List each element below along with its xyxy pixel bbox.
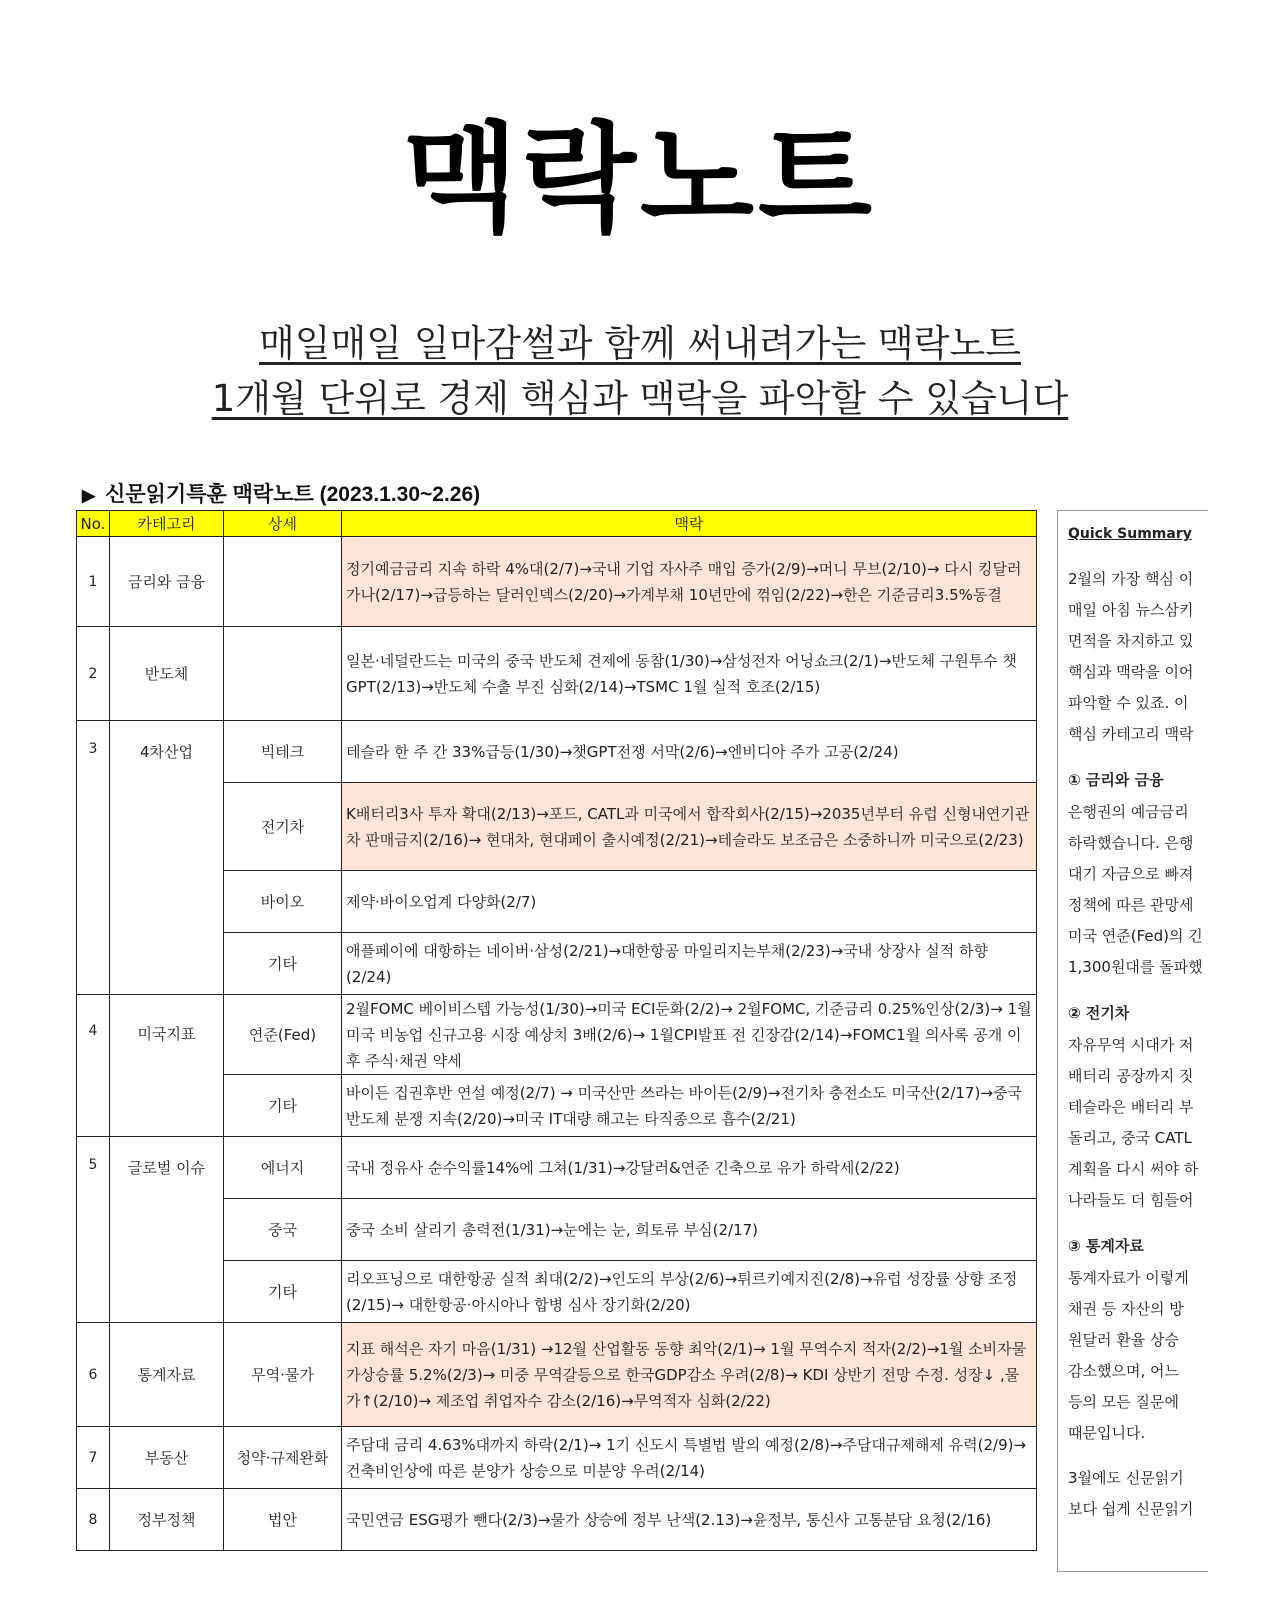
summary-line: 보다 쉽게 신문읽기 bbox=[1068, 1500, 1194, 1518]
row-detail: 연준(Fed) bbox=[224, 995, 342, 1075]
summary-line: 대기 자금으로 빠져 bbox=[1068, 865, 1194, 883]
table-row bbox=[77, 1323, 1037, 1427]
summary-line: 매일 아침 뉴스삼키 bbox=[1068, 601, 1194, 619]
row-category: 글로벌 이슈 bbox=[110, 1137, 224, 1323]
row-detail: 무역·물가 bbox=[224, 1323, 342, 1427]
page-title: 맥락노트 bbox=[404, 110, 876, 248]
row-detail: 빅테크 bbox=[224, 721, 342, 783]
summary-line: 돌리고, 중국 CATL bbox=[1068, 1129, 1192, 1147]
row-category: 반도체 bbox=[110, 627, 224, 721]
subtitle-line-1: 매일매일 일마감썰과 함께 써내려가는 맥락노트 bbox=[259, 322, 1021, 365]
row-context: 2월FOMC 베이비스텝 가능성(1/30)→미국 ECI둔화(2/2)→ 2월FOMC, 기준금리 0.25%인상(2/3)→ 1월 미국 비농업 신규고용 시장 예상치 3배(2/6)→ 1월CPI발표 전 긴장감(2/14)→FOMC1월 의사록 공개 이후 주식·채권 약세 bbox=[342, 995, 1037, 1075]
row-detail: 중국 bbox=[224, 1199, 342, 1261]
row-context: 국내 정유사 순수익률14%에 그쳐(1/31)→강달러&연준 긴축으로 유가 하락세(2/22) bbox=[342, 1137, 1037, 1199]
row-detail: 법안 bbox=[224, 1489, 342, 1551]
summary-line: 배터리 공장까지 짓 bbox=[1068, 1067, 1194, 1085]
section-heading-text: 신문읽기특훈 맥락노트 (2023.1.30~2.26) bbox=[105, 483, 481, 506]
summary-section-heading: ③ 통계자료 bbox=[1068, 1237, 1144, 1255]
summary-line: 정책에 따른 관망세 bbox=[1068, 896, 1194, 914]
summary-line: 면적을 차지하고 있 bbox=[1068, 632, 1194, 650]
row-context: 국민연금 ESG평가 뺀다(2/3)→물가 상승에 정부 난색(2.13)→윤정부, 통신사 고통분담 요청(2/16) bbox=[342, 1489, 1037, 1551]
row-number: 7 bbox=[77, 1427, 110, 1489]
summary-line: 나라들도 더 힘들어 bbox=[1068, 1191, 1194, 1209]
table-row bbox=[77, 537, 1037, 627]
summary-line: 3월에도 신문읽기 bbox=[1068, 1469, 1184, 1487]
row-detail: 기타 bbox=[224, 1261, 342, 1323]
summary-line: 파악할 수 있죠. 이 bbox=[1068, 694, 1189, 712]
table-row bbox=[77, 721, 1037, 783]
header-no: No. bbox=[77, 511, 110, 537]
summary-section-heading: ① 금리와 금융 bbox=[1068, 771, 1164, 789]
summary-line: 통계자료가 이렇게 bbox=[1068, 1269, 1189, 1287]
row-number: 3 bbox=[77, 721, 110, 995]
section-heading bbox=[82, 478, 480, 508]
table-row bbox=[77, 1427, 1037, 1489]
row-category: 금리와 금융 bbox=[110, 537, 224, 627]
summary-line: 원달러 환율 상승 bbox=[1068, 1331, 1179, 1349]
row-category: 정부정책 bbox=[110, 1489, 224, 1551]
context-table bbox=[76, 510, 1037, 1551]
row-context: 중국 소비 살리기 총력전(1/31)→눈에는 눈, 희토류 부심(2/17) bbox=[342, 1199, 1037, 1261]
row-detail: 기타 bbox=[224, 933, 342, 995]
row-detail: 바이오 bbox=[224, 871, 342, 933]
summary-line: 핵심과 맥락을 이어 bbox=[1068, 663, 1194, 681]
summary-section-heading: ② 전기차 bbox=[1068, 1004, 1130, 1022]
row-context: 일본·네덜란드는 미국의 중국 반도체 견제에 동참(1/30)→삼성전자 어닝쇼크(2/1)→반도체 구원투수 챗 GPT(2/13)→반도체 수출 부진 심화(2/14)→TSMC 1월 실적 호조(2/15) bbox=[342, 627, 1037, 721]
quick-summary-panel bbox=[1057, 510, 1208, 1572]
summary-line: 감소했으며, 어느 bbox=[1068, 1362, 1179, 1380]
row-context: K배터리3사 투자 확대(2/13)→포드, CATL과 미국에서 합작회사(2/15)→2035년부터 유럽 신형내연기관차 판매금지(2/16)→ 현대차, 현대페이 출시예정(2/21)→테슬라도 보조금은 소중하니까 미국으로(2/23) bbox=[342, 783, 1037, 871]
row-detail: 기타 bbox=[224, 1075, 342, 1137]
summary-line: 미국 연준(Fed)의 긴 bbox=[1068, 927, 1203, 945]
row-number: 2 bbox=[77, 627, 110, 721]
row-detail bbox=[224, 627, 342, 721]
table-header-row bbox=[77, 511, 1037, 537]
summary-line: 채권 등 자산의 방 bbox=[1068, 1300, 1184, 1318]
summary-line: 등의 모든 질문에 bbox=[1068, 1393, 1179, 1411]
subtitle-line-2: 1개월 단위로 경제 핵심과 맥락을 파악할 수 있습니다 bbox=[211, 377, 1069, 420]
row-number: 1 bbox=[77, 537, 110, 627]
row-category: 4차산업 bbox=[110, 721, 224, 995]
row-number: 5 bbox=[77, 1137, 110, 1323]
row-number: 6 bbox=[77, 1323, 110, 1427]
header-detail: 상세 bbox=[224, 511, 342, 537]
row-number: 8 bbox=[77, 1489, 110, 1551]
summary-line: 테슬라은 배터리 부 bbox=[1068, 1098, 1194, 1116]
summary-line: 자유무역 시대가 저 bbox=[1068, 1036, 1194, 1054]
row-category: 부동산 bbox=[110, 1427, 224, 1489]
row-category: 미국지표 bbox=[110, 995, 224, 1137]
summary-line: 은행권의 예금금리 bbox=[1068, 803, 1189, 821]
summary-line: 핵심 카테고리 맥락 bbox=[1068, 725, 1194, 743]
row-detail: 청약·규제완화 bbox=[224, 1427, 342, 1489]
summary-title: Quick Summary bbox=[1068, 526, 1192, 542]
table-row bbox=[77, 1489, 1037, 1551]
header-context: 맥락 bbox=[342, 511, 1037, 537]
row-context: 지표 해석은 자기 마음(1/31) →12월 산업활동 동향 최악(2/1)→ 1월 무역수지 적자(2/2)→1월 소비자물가상승률 5.2%(2/3)→ 미중 무역갈등으로 한국GDP감소 우려(2/8)→ KDI 상반기 전망 수정. 성장↓ ,물가↑(2/10)→ 제조업 취업자수 감소(2/16)→무역적자 심화(2/22) bbox=[342, 1323, 1037, 1427]
summary-line: 1,300원대를 돌파했 bbox=[1068, 958, 1203, 976]
table-row bbox=[77, 627, 1037, 721]
row-context: 바이든 집권후반 연설 예정(2/7) → 미국산만 쓰라는 바이든(2/9)→전기차 충전소도 미국산(2/17)→중국 반도체 분쟁 지속(2/20)→미국 IT대량 해고는 타직종으로 흡수(2/21) bbox=[342, 1075, 1037, 1137]
row-detail: 전기차 bbox=[224, 783, 342, 871]
row-context: 제약·바이오업계 다양화(2/7) bbox=[342, 871, 1037, 933]
summary-line: 하락했습니다. 은행 bbox=[1068, 834, 1194, 852]
row-context: 애플페이에 대항하는 네이버·삼성(2/21)→대한항공 마일리지는부채(2/23)→국내 상장사 실적 하향(2/24) bbox=[342, 933, 1037, 995]
table-row bbox=[77, 1137, 1037, 1199]
row-context: 리오프닝으로 대한항공 실적 최대(2/2)→인도의 부상(2/6)→튀르키예지진(2/8)→유럽 성장률 상향 조정(2/15)→ 대한항공·아시아나 합병 심사 장기화(2/20) bbox=[342, 1261, 1037, 1323]
header-category: 카테고리 bbox=[110, 511, 224, 537]
row-context: 주담대 금리 4.63%대까지 하락(2/1)→ 1기 신도시 특별법 발의 예정(2/8)→주담대규제해제 유력(2/9)→ 건축비인상에 따른 분양가 상승으로 미분양 우려(2/14) bbox=[342, 1427, 1037, 1489]
row-detail: 에너지 bbox=[224, 1137, 342, 1199]
row-detail bbox=[224, 537, 342, 627]
summary-line: 2월의 가장 핵심 이 bbox=[1068, 570, 1194, 588]
row-context: 테슬라 한 주 간 33%급등(1/30)→챗GPT전쟁 서막(2/6)→엔비디아 주가 고공(2/24) bbox=[342, 721, 1037, 783]
row-context: 정기예금금리 지속 하락 4%대(2/7)→국내 기업 자사주 매입 증가(2/9)→머니 무브(2/10)→ 다시 킹달러 가나(2/17)→급등하는 달러인덱스(2/20)→가계부채 10년만에 꺾임(2/22)→한은 기준금리3.5%동결 bbox=[342, 537, 1037, 627]
table-row bbox=[77, 995, 1037, 1075]
summary-line: 때문입니다. bbox=[1068, 1424, 1146, 1442]
summary-line: 계획을 다시 써야 하 bbox=[1068, 1160, 1199, 1178]
row-number: 4 bbox=[77, 995, 110, 1137]
right-triangle-icon: ▶ bbox=[82, 486, 96, 505]
row-category: 통계자료 bbox=[110, 1323, 224, 1427]
